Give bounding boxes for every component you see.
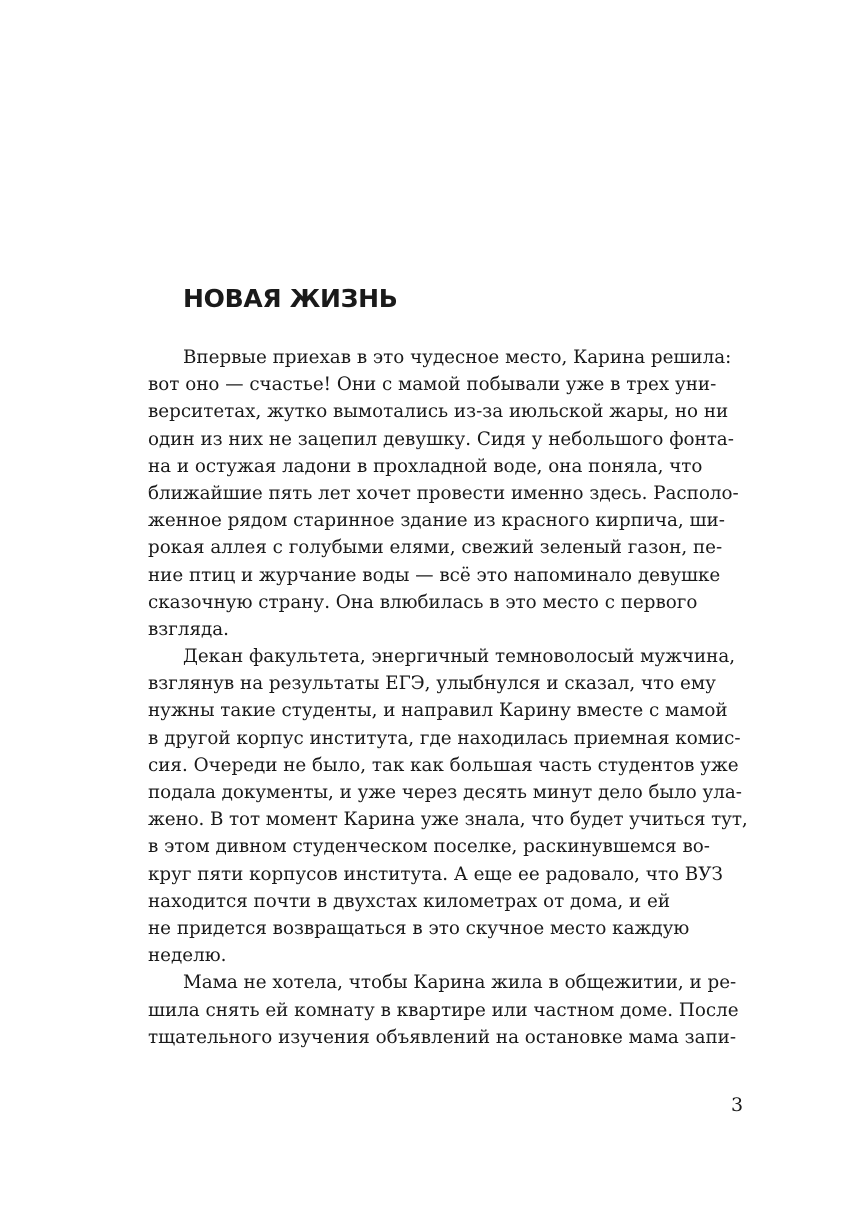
text-line: сказочную страну. Она влюбилась в это место с первого <box>148 591 698 613</box>
body-text <box>148 344 748 1051</box>
text-line: в другой корпус института, где находилась приемная комис- <box>148 727 741 749</box>
text-line: Впервые приехав в это чудесное место, Карина решила: <box>183 347 732 368</box>
text-line: жено. В тот момент Карина уже знала, что будет учиться тут, <box>148 809 748 831</box>
text-line: один из них не зацепил девушку. Сидя у небольшого фонта- <box>148 428 734 450</box>
text-line: подала документы, и уже через десять минут дело было ула- <box>148 782 742 803</box>
text-line: Мама не хотела, чтобы Карина жила в общежитии, и ре- <box>183 972 737 994</box>
text-line: женное рядом старинное здание из красного кирпича, ши- <box>148 510 725 532</box>
text-line: взгляда. <box>148 618 229 640</box>
paragraph <box>148 344 748 643</box>
text-line: вот оно — счастье! Они с мамой побывали уже в трех уни- <box>148 374 717 396</box>
text-line: тщательного изучения объявлений на остановке мама запи- <box>148 1026 737 1048</box>
page-number: 3 <box>731 1094 744 1116</box>
text-line: неделю. <box>148 945 227 967</box>
text-line: рокая аллея с голубыми елями, свежий зеленый газон, пе- <box>148 537 723 559</box>
text-line: Декан факультета, энергичный темноволосый мужчина, <box>183 646 736 668</box>
text-line: ближайшие пять лет хочет провести именно здесь. Располо- <box>148 482 739 504</box>
paragraph <box>148 643 748 969</box>
text-line: не придется возвращаться в это скучное место каждую <box>148 917 690 939</box>
text-line: ние птиц и журчание воды — всё это напоминало девушке <box>148 564 721 586</box>
text-line: взглянув на результаты ЕГЭ, улыбнулся и сказал, что ему <box>148 673 716 695</box>
text-line: сия. Очереди не было, так как большая часть студентов уже <box>148 754 739 776</box>
text-line: находится почти в двухстах километрах от дома, и ей <box>148 890 671 912</box>
text-line: верситетах, жутко вымотались из-за июльской жары, но ни <box>148 401 729 423</box>
text-line: шила снять ей комнату в квартире или частном доме. После <box>148 999 739 1021</box>
paragraph <box>148 969 748 1051</box>
text-line: нужны такие студенты, и направил Карину вместе с мамой <box>148 700 728 722</box>
chapter-title: НОВАЯ ЖИЗНЬ <box>183 284 398 313</box>
text-line: в этом дивном студенческом поселке, раскинувшемся во- <box>148 836 710 858</box>
text-line: на и остужая ладони в прохладной воде, она поняла, что <box>148 455 703 477</box>
text-line: круг пяти корпусов института. А еще ее радовало, что ВУЗ <box>148 863 723 885</box>
